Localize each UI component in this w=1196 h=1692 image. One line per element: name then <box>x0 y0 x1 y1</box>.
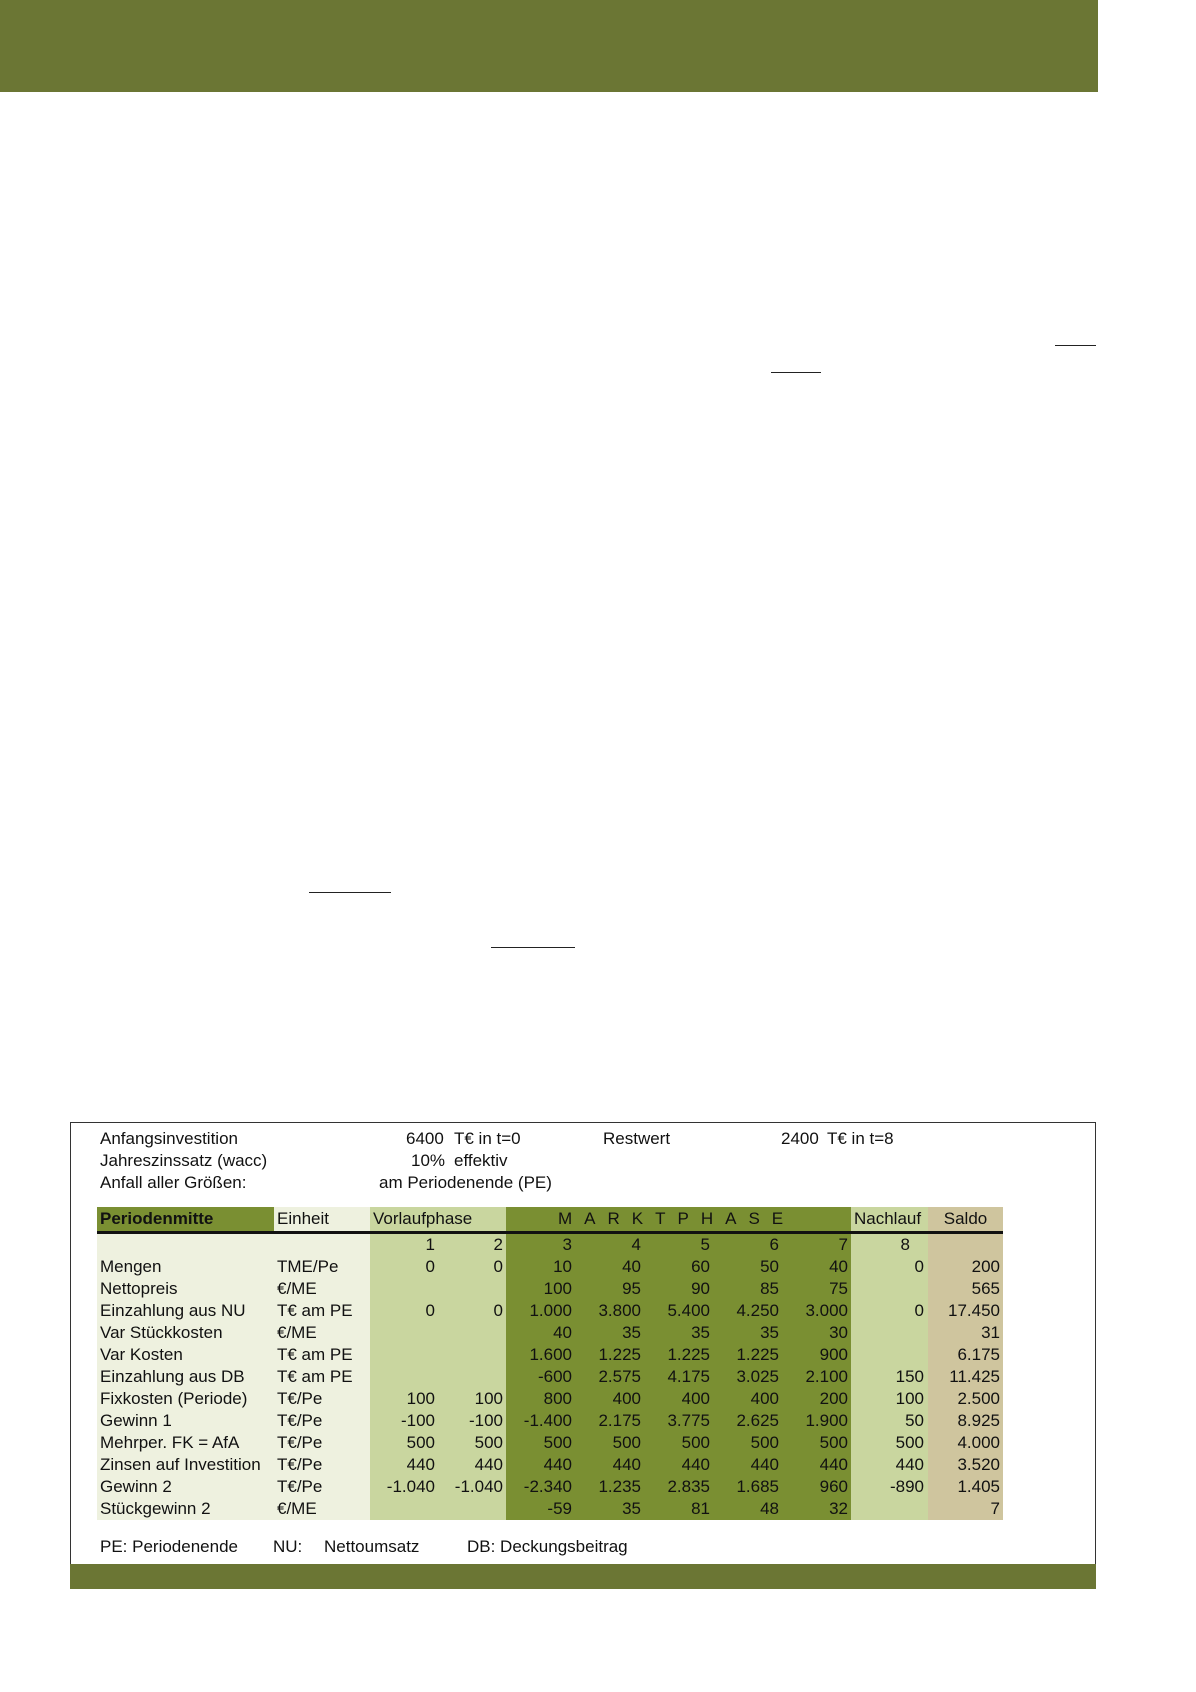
period-row <box>97 1233 1003 1257</box>
underline-1 <box>1055 345 1096 346</box>
period-number: 1 <box>370 1233 438 1257</box>
value-cell: 0 <box>370 1256 438 1278</box>
value-cell: 30 <box>782 1322 851 1344</box>
legend-db: DB: Deckungsbeitrag <box>467 1537 628 1556</box>
value-cell: 3.800 <box>575 1300 644 1322</box>
row-label: Mengen <box>97 1256 274 1278</box>
value-cell <box>851 1344 928 1366</box>
value-cell: 500 <box>644 1432 713 1454</box>
value-cell: 2.175 <box>575 1410 644 1432</box>
value-cell: 100 <box>506 1278 575 1300</box>
table-row <box>97 1366 1003 1388</box>
period-number: 3 <box>506 1233 575 1257</box>
row-unit: T€/Pe <box>274 1476 370 1498</box>
anfangs-unit: T€ in t=0 <box>454 1129 521 1148</box>
saldo-cell: 2.500 <box>928 1388 1003 1410</box>
row-unit: T€/Pe <box>274 1388 370 1410</box>
value-cell: 35 <box>575 1498 644 1520</box>
value-cell: 35 <box>575 1322 644 1344</box>
saldo-cell: 4.000 <box>928 1432 1003 1454</box>
value-cell: 900 <box>782 1344 851 1366</box>
value-cell: 81 <box>644 1498 713 1520</box>
value-cell: 440 <box>575 1454 644 1476</box>
saldo-cell: 31 <box>928 1322 1003 1344</box>
period-number: 4 <box>575 1233 644 1257</box>
value-cell: 0 <box>851 1256 928 1278</box>
anfangs-label: Anfangsinvestition <box>100 1129 238 1148</box>
header-saldo: Saldo <box>928 1207 1003 1233</box>
period-number: 5 <box>644 1233 713 1257</box>
value-cell: 440 <box>644 1454 713 1476</box>
value-cell: 40 <box>506 1322 575 1344</box>
value-cell: 1.600 <box>506 1344 575 1366</box>
row-label: Gewinn 1 <box>97 1410 274 1432</box>
value-cell: 2.575 <box>575 1366 644 1388</box>
calculation-table <box>97 1207 1003 1520</box>
row-label: Stückgewinn 2 <box>97 1498 274 1520</box>
restwert-unit: T€ in t=8 <box>827 1129 894 1148</box>
value-cell <box>851 1278 928 1300</box>
value-cell: 3.000 <box>782 1300 851 1322</box>
row-label: Fixkosten (Periode) <box>97 1388 274 1410</box>
value-cell: 440 <box>438 1454 506 1476</box>
saldo-cell: 7 <box>928 1498 1003 1520</box>
table-row <box>97 1410 1003 1432</box>
anfall-value: am Periodenende (PE) <box>379 1173 552 1192</box>
header-marktphase: MARKTPHASE <box>506 1207 851 1233</box>
row-unit: TME/Pe <box>274 1256 370 1278</box>
period-label-cell <box>97 1233 274 1257</box>
underline-3 <box>309 892 391 893</box>
table-header-row <box>97 1207 1003 1233</box>
value-cell <box>851 1322 928 1344</box>
value-cell: 440 <box>506 1454 575 1476</box>
row-unit: T€ am PE <box>274 1300 370 1322</box>
table-row <box>97 1344 1003 1366</box>
value-cell: 4.175 <box>644 1366 713 1388</box>
restwert-value: 2400 <box>781 1129 819 1148</box>
value-cell: 95 <box>575 1278 644 1300</box>
row-unit: €/ME <box>274 1278 370 1300</box>
value-cell: 1.000 <box>506 1300 575 1322</box>
value-cell: 4.250 <box>713 1300 782 1322</box>
value-cell <box>438 1322 506 1344</box>
value-cell <box>370 1366 438 1388</box>
table-row <box>97 1454 1003 1476</box>
value-cell: 1.225 <box>575 1344 644 1366</box>
row-unit: T€/Pe <box>274 1410 370 1432</box>
table-row <box>97 1300 1003 1322</box>
value-cell: 40 <box>782 1256 851 1278</box>
value-cell: 500 <box>506 1432 575 1454</box>
row-label: Zinsen auf Investition <box>97 1454 274 1476</box>
header-nachlauf: Nachlauf <box>851 1207 928 1233</box>
zins-label: Jahreszinssatz (wacc) <box>100 1151 268 1170</box>
value-cell: 500 <box>782 1432 851 1454</box>
saldo-cell: 11.425 <box>928 1366 1003 1388</box>
value-cell <box>370 1344 438 1366</box>
table-row <box>97 1256 1003 1278</box>
value-cell: 40 <box>575 1256 644 1278</box>
anfangs-value: 6400 <box>406 1129 444 1148</box>
table-row <box>97 1432 1003 1454</box>
value-cell: 1.235 <box>575 1476 644 1498</box>
header-periodenmitte: Periodenmitte <box>97 1207 274 1233</box>
row-unit: T€/Pe <box>274 1432 370 1454</box>
value-cell <box>438 1344 506 1366</box>
header-einheit: Einheit <box>274 1207 370 1233</box>
table-row <box>97 1498 1003 1520</box>
underline-2 <box>771 372 821 373</box>
saldo-cell: 565 <box>928 1278 1003 1300</box>
table-row <box>97 1388 1003 1410</box>
value-cell: 100 <box>438 1388 506 1410</box>
zins-value: 10% <box>411 1151 446 1170</box>
value-cell: -1.040 <box>438 1476 506 1498</box>
saldo-cell: 200 <box>928 1256 1003 1278</box>
legend-nu-value: Nettoumsatz <box>324 1537 420 1556</box>
value-cell <box>370 1498 438 1520</box>
row-unit: T€ am PE <box>274 1344 370 1366</box>
value-cell <box>370 1278 438 1300</box>
value-cell: 3.775 <box>644 1410 713 1432</box>
value-cell: 440 <box>851 1454 928 1476</box>
panel-footer-bar <box>70 1564 1096 1589</box>
value-cell: 50 <box>851 1410 928 1432</box>
row-unit: €/ME <box>274 1322 370 1344</box>
value-cell: 2.100 <box>782 1366 851 1388</box>
row-label: Einzahlung aus DB <box>97 1366 274 1388</box>
value-cell: 200 <box>782 1388 851 1410</box>
row-label: Mehrper. FK = AfA <box>97 1432 274 1454</box>
period-number: 6 <box>713 1233 782 1257</box>
value-cell: 0 <box>370 1300 438 1322</box>
value-cell: -100 <box>370 1410 438 1432</box>
period-saldo-cell <box>928 1233 1003 1257</box>
value-cell: 60 <box>644 1256 713 1278</box>
zins-unit: effektiv <box>454 1151 508 1170</box>
saldo-cell: 1.405 <box>928 1476 1003 1498</box>
table-row <box>97 1322 1003 1344</box>
value-cell: 400 <box>644 1388 713 1410</box>
period-number: 7 <box>782 1233 851 1257</box>
row-unit: T€ am PE <box>274 1366 370 1388</box>
value-cell: 0 <box>438 1256 506 1278</box>
legend-nu-key: NU: <box>273 1537 303 1556</box>
value-cell: 0 <box>438 1300 506 1322</box>
value-cell: 10 <box>506 1256 575 1278</box>
value-cell: 100 <box>851 1388 928 1410</box>
value-cell <box>851 1498 928 1520</box>
saldo-cell: 6.175 <box>928 1344 1003 1366</box>
value-cell: 500 <box>575 1432 644 1454</box>
value-cell: 85 <box>713 1278 782 1300</box>
row-label: Var Kosten <box>97 1344 274 1366</box>
value-cell: 0 <box>851 1300 928 1322</box>
value-cell <box>438 1498 506 1520</box>
value-cell: -100 <box>438 1410 506 1432</box>
value-cell: 440 <box>782 1454 851 1476</box>
header-vorlaufphase: Vorlaufphase <box>370 1207 506 1233</box>
value-cell: 5.400 <box>644 1300 713 1322</box>
value-cell: 400 <box>575 1388 644 1410</box>
value-cell: 35 <box>644 1322 713 1344</box>
row-label: Einzahlung aus NU <box>97 1300 274 1322</box>
value-cell: -2.340 <box>506 1476 575 1498</box>
value-cell: -1.400 <box>506 1410 575 1432</box>
period-number: 2 <box>438 1233 506 1257</box>
underline-4 <box>491 947 575 948</box>
period-number: 8 <box>851 1233 928 1257</box>
value-cell: 500 <box>851 1432 928 1454</box>
value-cell: 500 <box>438 1432 506 1454</box>
row-label: Nettopreis <box>97 1278 274 1300</box>
value-cell: 2.625 <box>713 1410 782 1432</box>
value-cell: 48 <box>713 1498 782 1520</box>
restwert-label: Restwert <box>603 1129 671 1148</box>
header-bar <box>0 0 1098 92</box>
value-cell: 90 <box>644 1278 713 1300</box>
value-cell: 100 <box>370 1388 438 1410</box>
value-cell: 500 <box>713 1432 782 1454</box>
value-cell: 1.225 <box>644 1344 713 1366</box>
value-cell: 400 <box>713 1388 782 1410</box>
row-unit: €/ME <box>274 1498 370 1520</box>
value-cell: -600 <box>506 1366 575 1388</box>
value-cell: 32 <box>782 1498 851 1520</box>
value-cell: 1.685 <box>713 1476 782 1498</box>
value-cell: 50 <box>713 1256 782 1278</box>
value-cell: -1.040 <box>370 1476 438 1498</box>
value-cell: 1.900 <box>782 1410 851 1432</box>
value-cell: 3.025 <box>713 1366 782 1388</box>
value-cell <box>370 1322 438 1344</box>
row-unit: T€/Pe <box>274 1454 370 1476</box>
value-cell: 960 <box>782 1476 851 1498</box>
saldo-cell: 8.925 <box>928 1410 1003 1432</box>
value-cell: 440 <box>713 1454 782 1476</box>
value-cell: -59 <box>506 1498 575 1520</box>
table-row <box>97 1476 1003 1498</box>
period-unit-cell <box>274 1233 370 1257</box>
value-cell <box>438 1278 506 1300</box>
value-cell: 1.225 <box>713 1344 782 1366</box>
row-label: Var Stückkosten <box>97 1322 274 1344</box>
saldo-cell: 17.450 <box>928 1300 1003 1322</box>
value-cell: 2.835 <box>644 1476 713 1498</box>
saldo-cell: 3.520 <box>928 1454 1003 1476</box>
table-row <box>97 1278 1003 1300</box>
value-cell: 150 <box>851 1366 928 1388</box>
value-cell: 35 <box>713 1322 782 1344</box>
legend-pe: PE: Periodenende <box>100 1537 238 1556</box>
anfall-label: Anfall aller Größen: <box>100 1173 247 1192</box>
value-cell: 440 <box>370 1454 438 1476</box>
row-label: Gewinn 2 <box>97 1476 274 1498</box>
value-cell: 75 <box>782 1278 851 1300</box>
value-cell: 500 <box>370 1432 438 1454</box>
value-cell: -890 <box>851 1476 928 1498</box>
value-cell: 800 <box>506 1388 575 1410</box>
value-cell <box>438 1366 506 1388</box>
